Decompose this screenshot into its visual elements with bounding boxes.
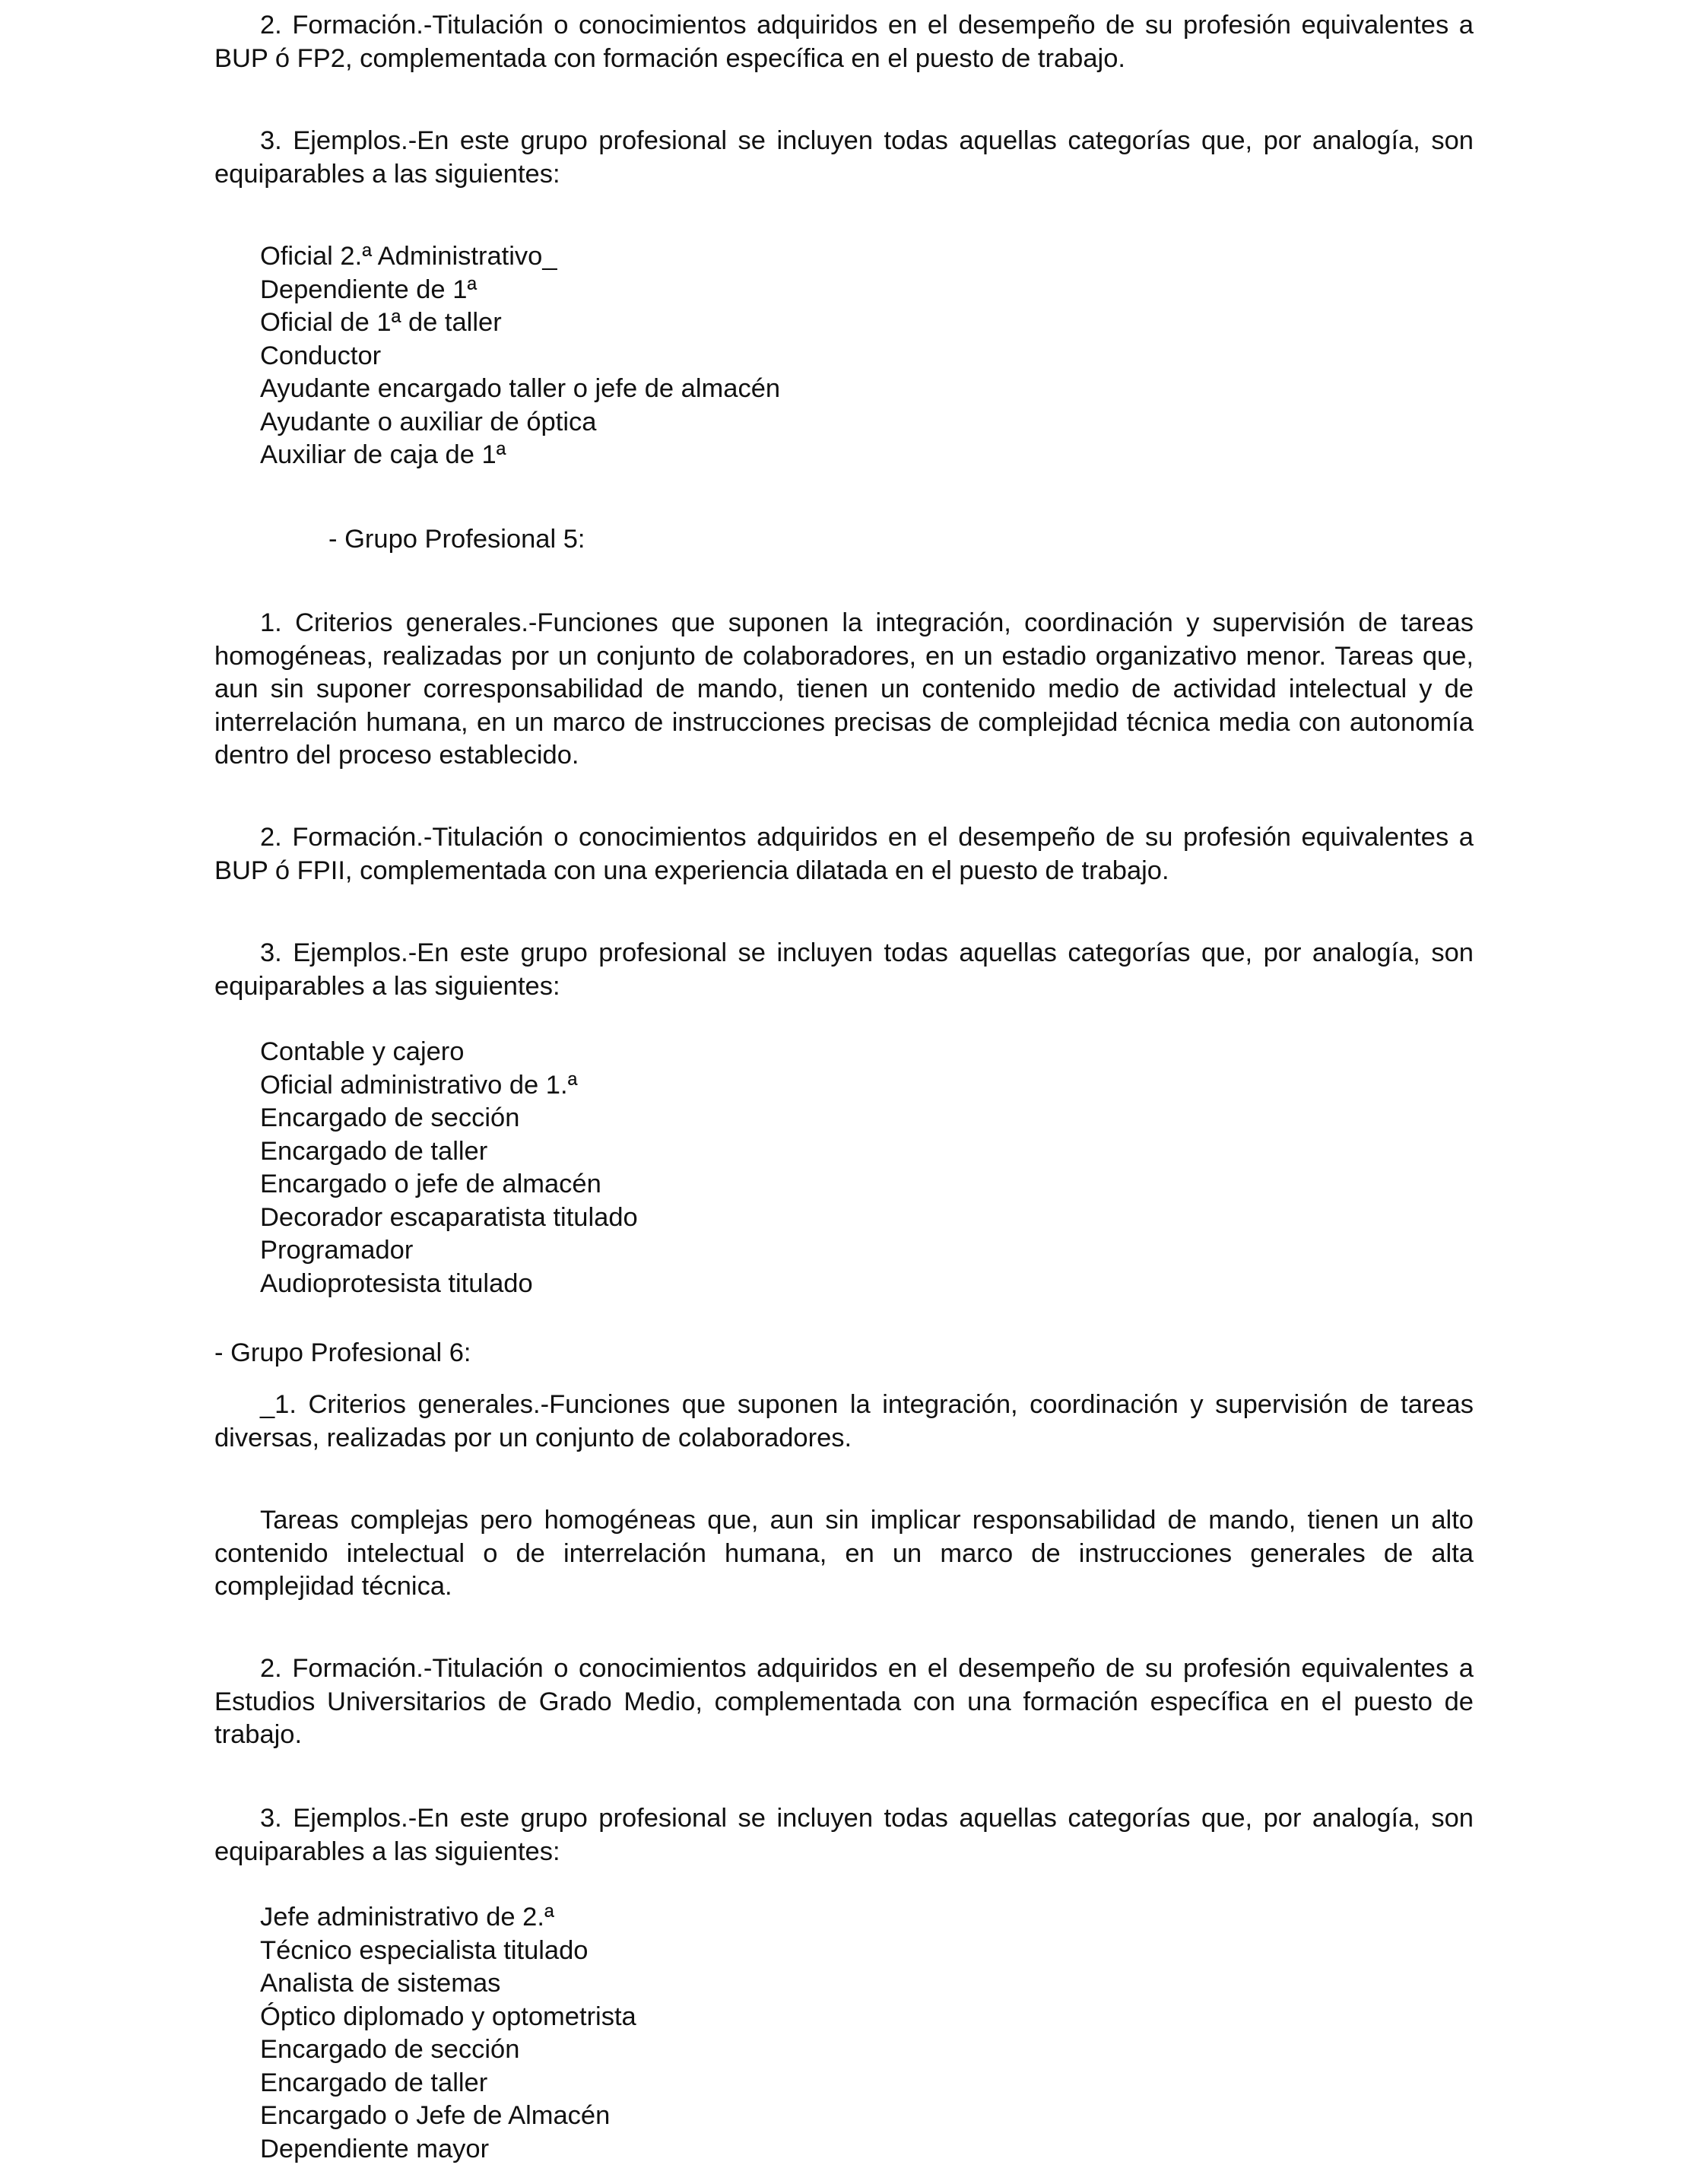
list-item: Oficial administrativo de 1.ª	[260, 1070, 578, 1100]
list-item: Jefe administrativo de 2.ª	[260, 1903, 554, 1932]
paragraph-formacion-grupo-4: 2. Formación.-Titulación o conocimientos adquiridos en el desempeño de su profesión equivalentes a BUP ó FP2, complementada con formación específica en el puesto de trabajo.	[214, 11, 1474, 73]
list-item: Decorador escaparatista titulado	[260, 1202, 638, 1232]
document-page	[214, 0, 1474, 2184]
list-item: Programador	[260, 1236, 414, 1265]
list-item: Encargado de taller	[260, 1136, 488, 1166]
list-item: Dependiente mayor	[260, 2134, 490, 2163]
list-item: Ayudante o auxiliar de óptica	[260, 407, 597, 436]
heading-grupo-profesional-5: - Grupo Profesional 5:	[328, 525, 585, 554]
examples-list-grupo-5	[260, 1036, 1401, 1300]
examples-list-grupo-6	[260, 1901, 1401, 2166]
list-item: Oficial 2.ª Administrativo_	[260, 242, 557, 271]
list-item: Encargado o jefe de almacén	[260, 1170, 601, 1198]
list-item: Ayudante encargado taller o jefe de almacén	[260, 374, 781, 403]
list-item: Encargado de sección	[260, 1103, 520, 1132]
examples-list-grupo-4	[260, 240, 1401, 472]
list-item: Audioprotesista titulado	[260, 1268, 533, 1298]
list-item: Auxiliar de caja de 1ª	[260, 440, 506, 469]
paragraph-criterios-grupo-6: _1. Criterios generales.-Funciones que suponen la integración, coordinación y supervisión de tareas diversas, realizadas por un conjunto de colaboradores.	[214, 1390, 1474, 1452]
list-item: Técnico especialista titulado	[260, 1935, 589, 1965]
list-item: Encargado de sección	[260, 2035, 520, 2064]
paragraph-criterios-grupo-5: 1. Criterios generales.-Funciones que suponen la integración, coordinación y supervisión de tareas homogéneas, realizadas por un conjunto de colaboradores, en un estadio organizativo menor. Tareas que, aun sin suponer corresponsabilidad de mando, tienen un contenido medio de actividad intelectual y de interrelación humana, en un marco de instrucciones precisas de complejidad técnica media con autonomía dentro del proceso establecido.	[214, 608, 1474, 770]
list-item: Contable y cajero	[260, 1037, 465, 1066]
heading-grupo-profesional-6: - Grupo Profesional 6:	[214, 1338, 471, 1367]
paragraph-formacion-grupo-6: 2. Formación.-Titulación o conocimientos adquiridos en el desempeño de su profesión equivalentes a Estudios Universitarios de Grado Medio, complementada con una formación específica en el puesto de trabajo.	[214, 1654, 1474, 1749]
list-item: Óptico diplomado y optometrista	[260, 2001, 636, 2031]
paragraph-tareas-grupo-6: Tareas complejas pero homogéneas que, aun sin implicar responsabilidad de mando, tienen un alto contenido intelectual o de interrelación humana, en un marco de instrucciones generales de alta complejidad técnica.	[214, 1506, 1474, 1601]
list-item: Dependiente de 1ª	[260, 275, 478, 304]
paragraph-formacion-grupo-5: 2. Formación.-Titulación o conocimientos adquiridos en el desempeño de su profesión equivalentes a BUP ó FPII, complementada con una experiencia dilatada en el puesto de trabajo.	[214, 823, 1474, 885]
paragraph-ejemplos-grupo-6: 3. Ejemplos.-En este grupo profesional se incluyen todas aquellas categorías que, por analogía, son equiparables a las siguientes:	[214, 1804, 1474, 1866]
list-item: Encargado o Jefe de Almacén	[260, 2101, 611, 2130]
list-item: Analista de sistemas	[260, 1969, 501, 1998]
paragraph-ejemplos-grupo-5: 3. Ejemplos.-En este grupo profesional se incluyen todas aquellas categorías que, por analogía, son equiparables a las siguientes:	[214, 938, 1474, 1001]
list-item: Oficial de 1ª de taller	[260, 308, 502, 337]
paragraph-ejemplos-grupo-4: 3. Ejemplos.-En este grupo profesional se incluyen todas aquellas categorías que, por analogía, son equiparables a las siguientes:	[214, 126, 1474, 189]
list-item: Conductor	[260, 341, 382, 370]
list-item: Encargado de taller	[260, 2068, 488, 2097]
